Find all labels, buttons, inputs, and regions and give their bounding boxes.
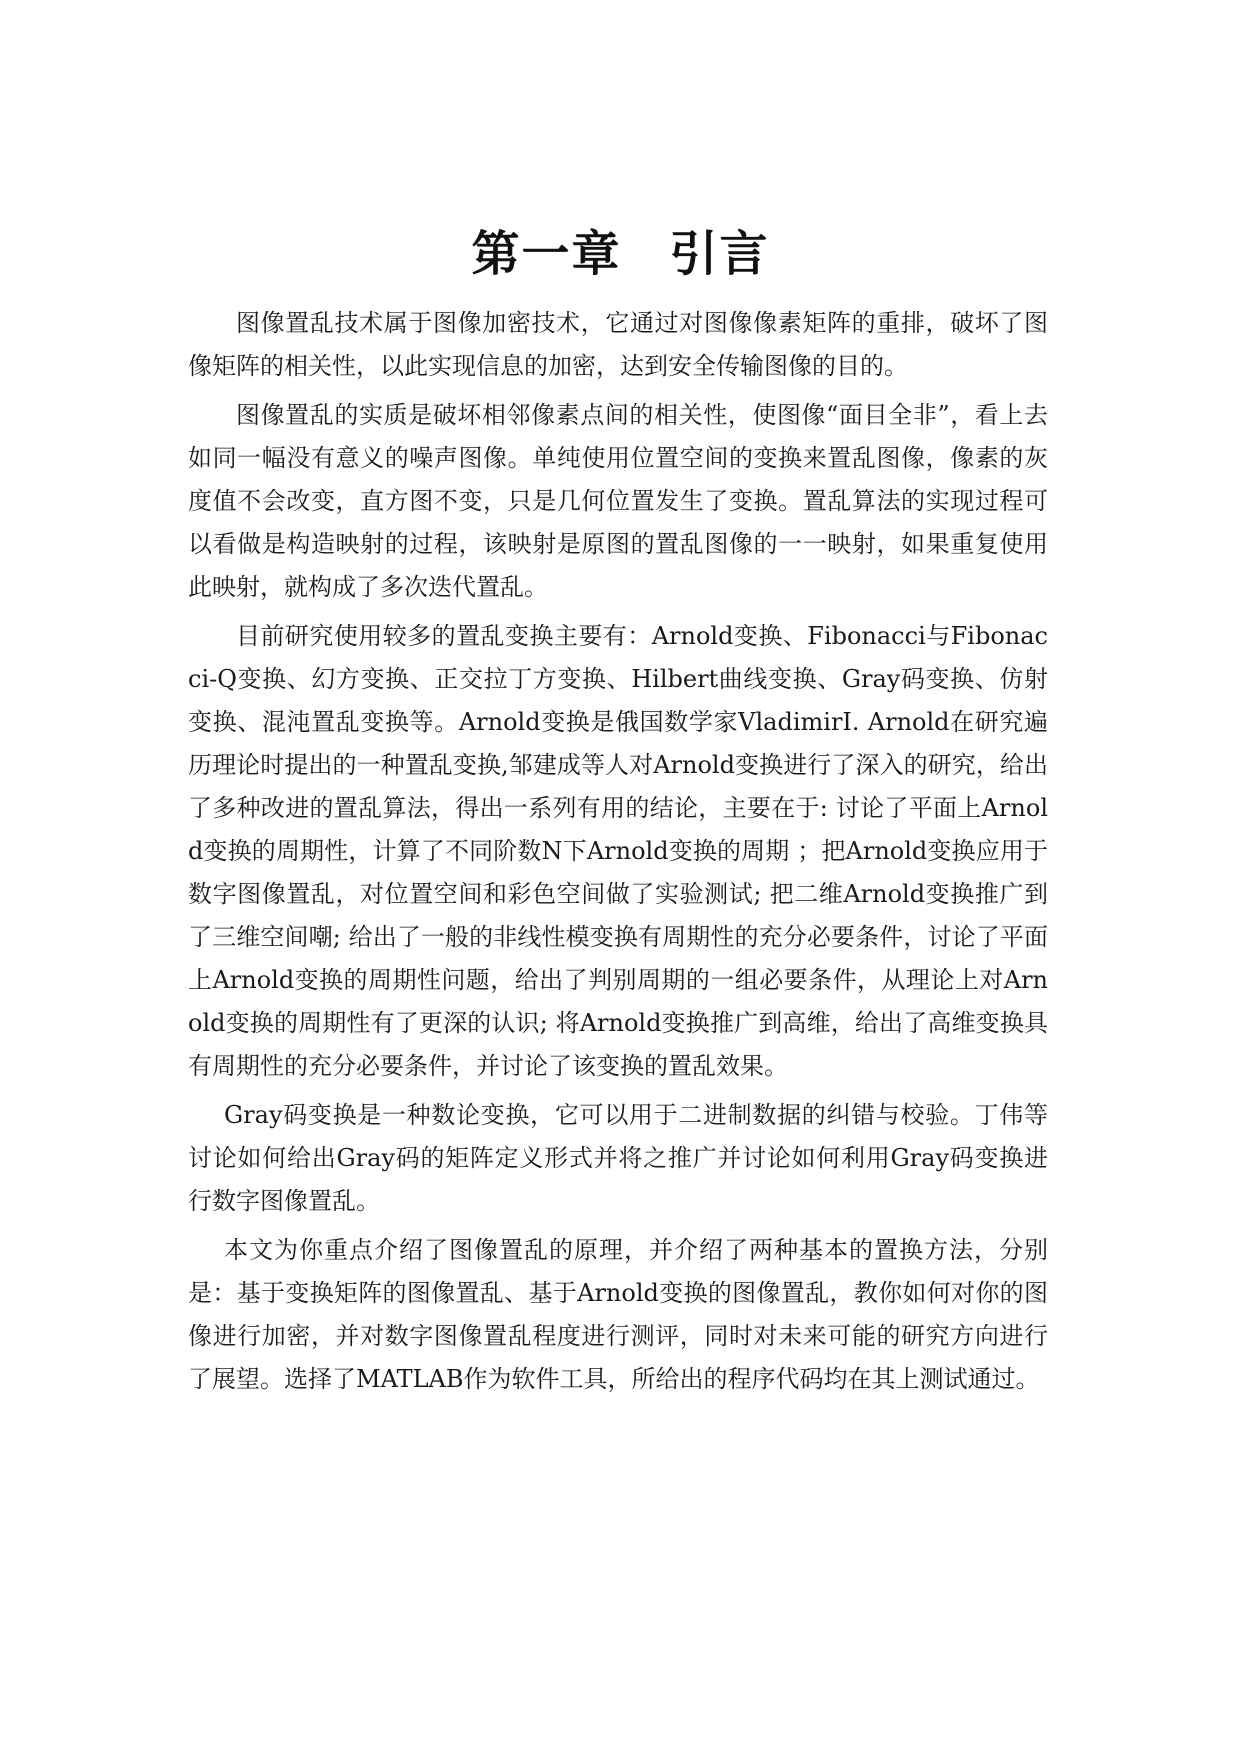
- paragraph-1: 图像置乱技术属于图像加密技术，它通过对图像像素矩阵的重排，破坏了图像矩阵的相关性，以此实现信息的加密，达到安全传输图像的目的。: [188, 309, 1048, 380]
- chapter-number: 第一章: [471, 226, 622, 283]
- paragraph-5: 本文为你重点介绍了图像置乱的原理，并介绍了两种基本的置换方法，分别是：基于变换矩阵的图像置乱、基于Arnold变换的图像置乱，教你如何对你的图像进行加密，并对数字图像置乱程度进行测评，同时对未来可能的研究方向进行了展望。选择了MATLAB作为软件工具，所给出的程序代码均在其上测试通过。: [188, 1236, 1048, 1393]
- chapter-heading: 引言: [669, 226, 770, 283]
- paragraph-2: 图像置乱的实质是破坏相邻像素点间的相关性，使图像“面目全非”，看上去如同一幅没有意义的噪声图像。单纯使用位置空间的变换来置乱图像，像素的灰度值不会改变，直方图不变，只是几何位置发生了变换。置乱算法的实现过程可以看做是构造映射的过程，该映射是原图的置乱图像的一一映射，如果重复使用此映射，就构成了多次迭代置乱。: [188, 401, 1048, 601]
- chapter-title: [0, 224, 1241, 284]
- paragraph-3: 目前研究使用较多的置乱变换主要有：Arnold变换、Fibonacci与Fibonacci-Q变换、幻方变换、正交拉丁方变换、Hilbert曲线变换、Gray码变换、仿射变换、混沌置乱变换等。Arnold变换是俄国数学家VladimirI. Arnold在研究遍历理论时提出的一种置乱变换,邹建成等人对Arnold变换进行了深入的研究，给出了多种改进的置乱算法，得出一系列有用的结论，主要在于: 讨论了平面上Arnold变换的周期性，计算了不同阶数N下Arnold变换的周期 ；把Arnold变换应用于数字图像置乱，对位置空间和彩色空间做了实验测试; 把二维Arnold变换推广到了三维空间嘲; 给出了一般的非线性模变换有周期性的充分必要条件，讨论了平面上Arnold变换的周期性问题，给出了判别周期的一组必要条件，从理论上对Arnold变换的周期性有了更深的认识; 将Arnold变换推广到高维，给出了高维变换具有周期性的充分必要条件，并讨论了该变换的置乱效果。: [188, 622, 1048, 1080]
- paragraph-4: Gray码变换是一种数论变换，它可以用于二进制数据的纠错与校验。丁伟等讨论如何给出Gray码的矩阵定义形式并将之推广并讨论如何利用Gray码变换进行数字图像置乱。: [188, 1101, 1048, 1215]
- body-text: [188, 302, 1048, 1407]
